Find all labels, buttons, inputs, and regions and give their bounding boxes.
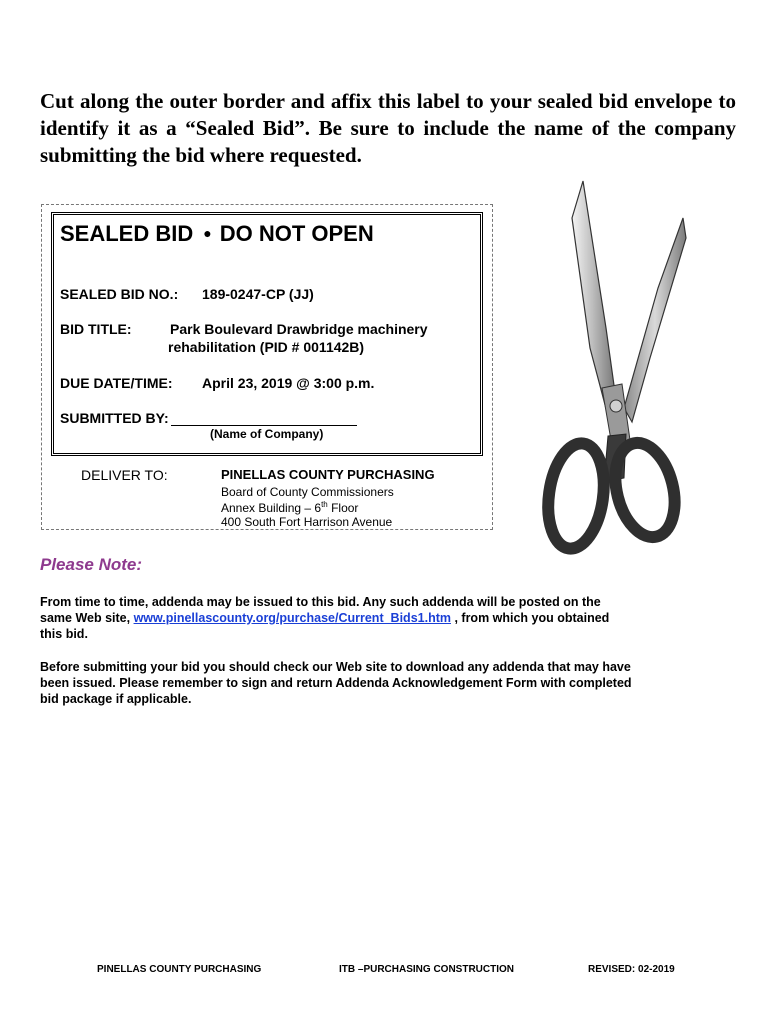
bid-number-value: 189-0247-CP (JJ) <box>202 286 314 302</box>
bid-number-row <box>60 286 314 302</box>
bid-title-line1: Park Boulevard Drawbridge machinery <box>170 321 428 337</box>
bid-title-label: BID TITLE: <box>60 321 132 337</box>
footer-center: ITB –PURCHASING CONSTRUCTION <box>339 964 515 975</box>
label-title <box>60 221 374 247</box>
deliver-to-label: DELIVER TO: <box>81 467 168 483</box>
instructions-text: Cut along the outer border and affix this label to your sealed bid envelope to identify it as a “Sealed Bid”. Be sure to include the name of the company submitting the bid where requested. <box>40 89 736 167</box>
label-title-left: SEALED BID <box>60 221 194 246</box>
bullet-icon: ● <box>203 225 212 241</box>
bid-title-line2: rehabilitation (PID # 001142B) <box>168 339 365 355</box>
footer-left: PINELLAS COUNTY PURCHASING <box>97 964 262 975</box>
submission-paragraph: Before submitting your bid you should check our Web site to download any addenda that may have been issued. Please remember to sign and return Addenda Acknowledgement Form with completed bid package if applicable. <box>40 660 632 706</box>
deliver-to-name: PINELLAS COUNTY PURCHASING <box>221 467 435 482</box>
bid-title-row <box>60 321 428 337</box>
deliver-to-line2: Annex Building – 6th Floor <box>221 500 359 515</box>
due-date-value: April 23, 2019 @ 3:00 p.m. <box>202 375 375 391</box>
company-name-caption: (Name of Company) <box>210 427 324 441</box>
deliver-to-line3: 400 South Fort Harrison Avenue <box>221 515 393 529</box>
footer-right: REVISED: 02-2019 <box>588 964 675 975</box>
deliver-to-line1: Board of County Commissioners <box>221 485 394 499</box>
company-name-line <box>171 411 357 426</box>
current-bids-link[interactable]: www.pinellascounty.org/purchase/Current_Bids1.htm <box>133 611 451 625</box>
due-date-label: DUE DATE/TIME: <box>60 375 173 391</box>
submitted-by-label: SUBMITTED BY: <box>60 410 169 426</box>
please-note-heading: Please Note: <box>40 555 143 574</box>
due-date-row <box>60 375 375 391</box>
submitted-by-row <box>60 410 357 426</box>
bid-number-label: SEALED BID NO.: <box>60 286 179 302</box>
addenda-paragraph: From time to time, addenda may be issued to this bid. Any such addenda will be posted on the same Web site, www.pinellascounty.org/purchase/Current_Bids1.htm , from which you obtained this bid. <box>40 595 610 641</box>
scissors-icon <box>538 178 688 556</box>
label-title-right: DO NOT OPEN <box>219 221 374 246</box>
